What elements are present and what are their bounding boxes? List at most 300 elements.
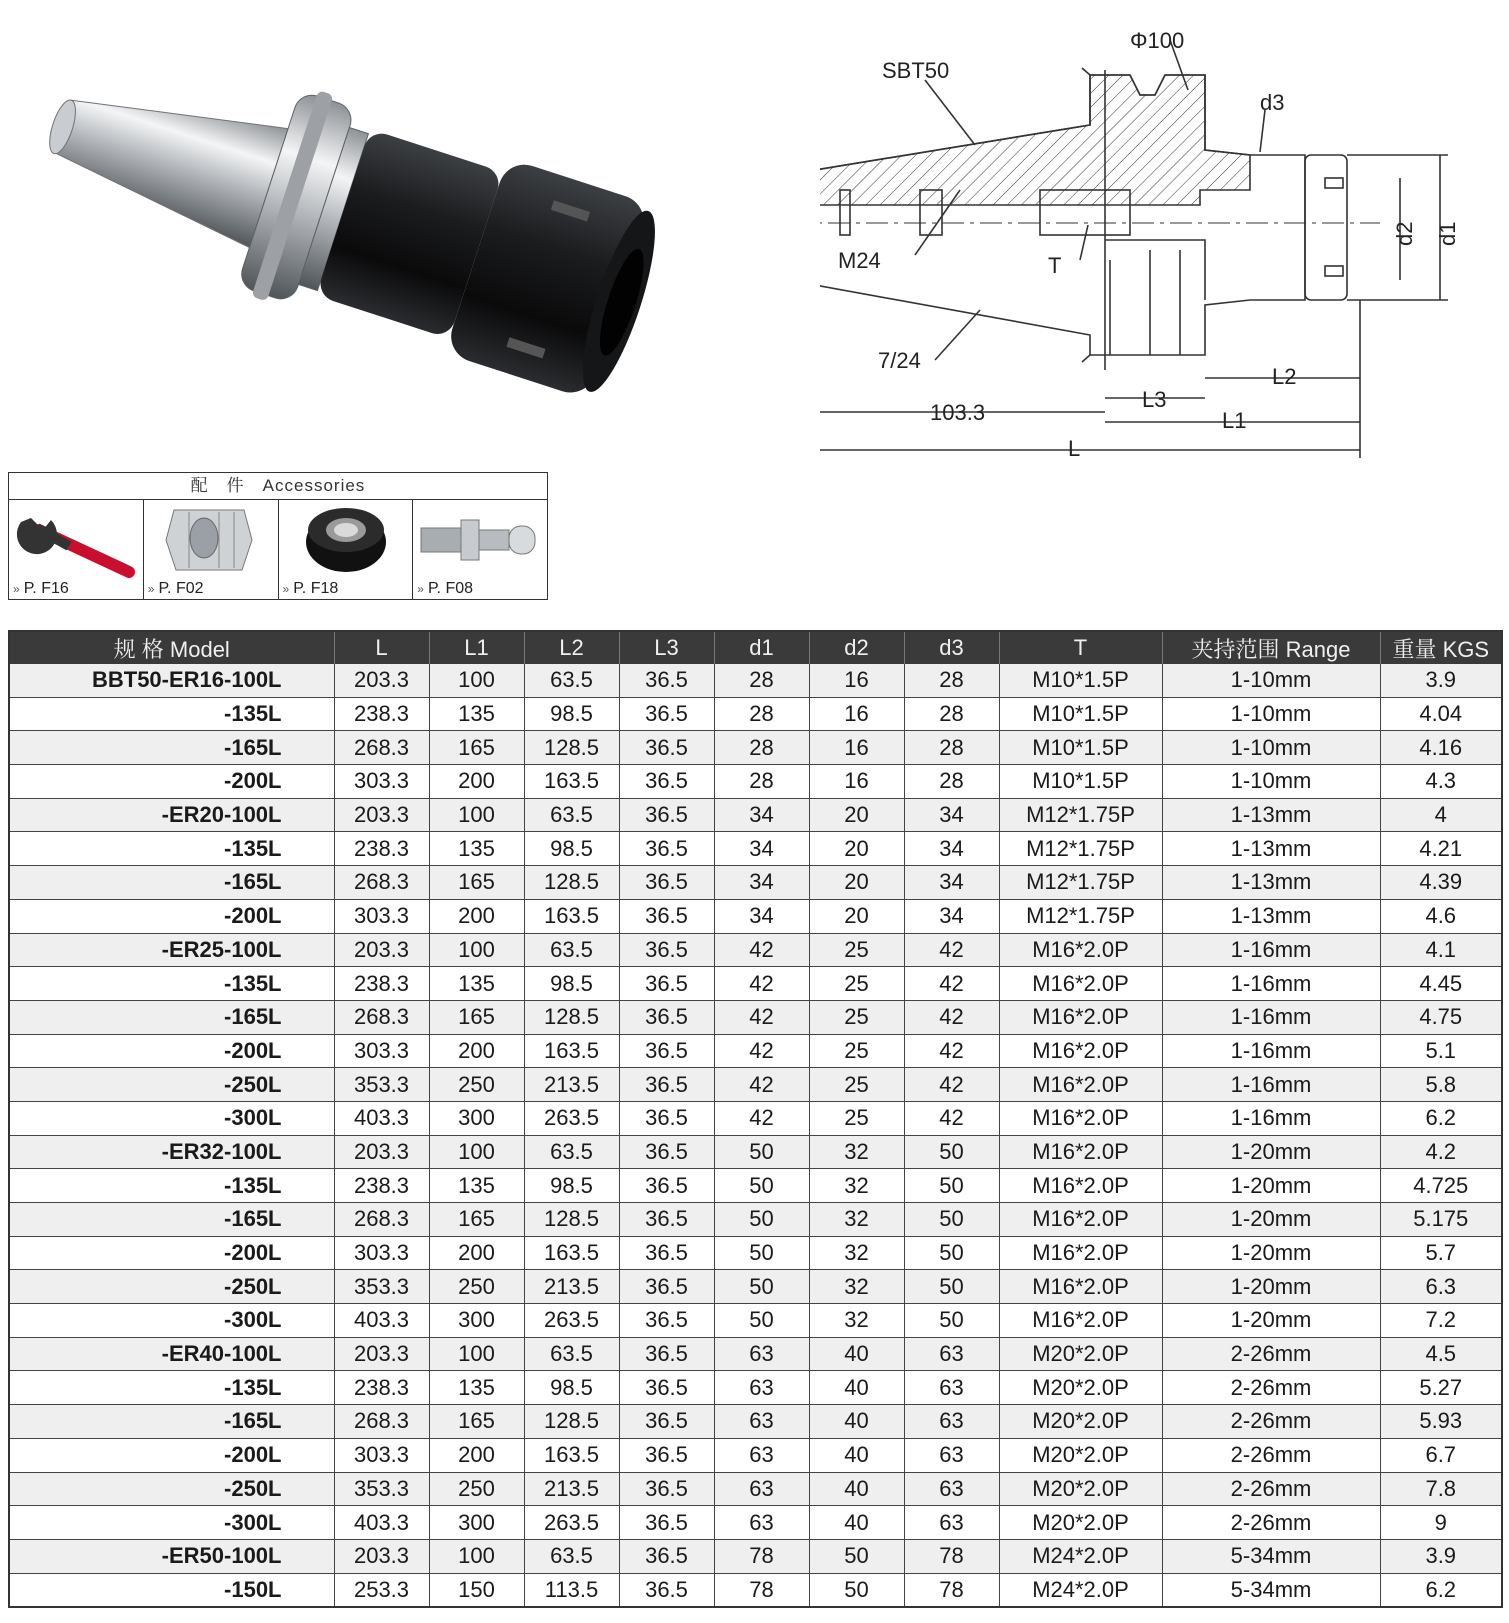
cell-d1: 63 <box>714 1337 809 1371</box>
cell-d3: 34 <box>904 832 999 866</box>
cell-d3: 50 <box>904 1236 999 1270</box>
cell-l3: 36.5 <box>619 1337 714 1371</box>
cell-l2: 163.5 <box>524 765 619 799</box>
cell-l2: 213.5 <box>524 1472 619 1506</box>
cell-d1: 50 <box>714 1169 809 1203</box>
cell-d2: 40 <box>809 1337 904 1371</box>
cell-d2: 20 <box>809 899 904 933</box>
cell-t: M16*2.0P <box>999 1304 1162 1338</box>
cell-weight: 5.8 <box>1380 1068 1502 1102</box>
cell-l: 268.3 <box>334 1203 429 1237</box>
cell-range: 2-26mm <box>1162 1371 1380 1405</box>
cell-t: M12*1.75P <box>999 798 1162 832</box>
cell-l3: 36.5 <box>619 1472 714 1506</box>
cell-model: -ER50-100L <box>9 1539 334 1573</box>
cell-l3: 36.5 <box>619 866 714 900</box>
cell-range: 1-20mm <box>1162 1236 1380 1270</box>
cell-d1: 42 <box>714 1101 809 1135</box>
cell-l: 238.3 <box>334 1169 429 1203</box>
accessory-ref-clamp-nut: » P. F18 <box>282 580 339 597</box>
cell-l1: 165 <box>429 1203 524 1237</box>
cell-weight: 6.7 <box>1380 1438 1502 1472</box>
cell-l: 268.3 <box>334 1000 429 1034</box>
cell-weight: 5.175 <box>1380 1203 1502 1237</box>
cell-t: M20*2.0P <box>999 1438 1162 1472</box>
cell-d1: 50 <box>714 1304 809 1338</box>
label-d3: d3 <box>1260 90 1285 115</box>
cell-model: BBT50-ER16-100L <box>9 664 334 697</box>
cell-d3: 34 <box>904 798 999 832</box>
cell-weight: 3.9 <box>1380 1539 1502 1573</box>
table-row <box>9 1068 1502 1102</box>
cell-model: -135L <box>9 1371 334 1405</box>
cell-d2: 25 <box>809 1101 904 1135</box>
cell-l3: 36.5 <box>619 765 714 799</box>
table-row <box>9 832 1502 866</box>
cell-d2: 50 <box>809 1573 904 1607</box>
cell-d3: 78 <box>904 1573 999 1607</box>
label-l1: L1 <box>1222 408 1247 433</box>
cell-l1: 250 <box>429 1068 524 1102</box>
accessory-clamp-nut[interactable] <box>279 500 414 600</box>
cell-weight: 3.9 <box>1380 664 1502 697</box>
cell-l1: 165 <box>429 731 524 765</box>
cell-l: 303.3 <box>334 1034 429 1068</box>
label-phi100: Φ100 <box>1130 28 1185 53</box>
cell-t: M16*2.0P <box>999 1068 1162 1102</box>
cell-d2: 16 <box>809 765 904 799</box>
cell-l3: 36.5 <box>619 1034 714 1068</box>
cell-d3: 42 <box>904 1101 999 1135</box>
cell-l2: 163.5 <box>524 1034 619 1068</box>
cell-d3: 63 <box>904 1472 999 1506</box>
label-l3: L3 <box>1142 387 1167 412</box>
cell-d2: 16 <box>809 664 904 697</box>
cell-l1: 100 <box>429 1539 524 1573</box>
table-row <box>9 866 1502 900</box>
accessory-collet[interactable] <box>144 500 279 600</box>
table-row <box>9 899 1502 933</box>
accessories-title: 配 件 Accessories <box>9 473 547 500</box>
table-row <box>9 1034 1502 1068</box>
cell-model: -135L <box>9 1169 334 1203</box>
table-row <box>9 1169 1502 1203</box>
cell-range: 2-26mm <box>1162 1472 1380 1506</box>
cell-l2: 163.5 <box>524 1236 619 1270</box>
cell-l3: 36.5 <box>619 899 714 933</box>
cell-l3: 36.5 <box>619 933 714 967</box>
cell-d1: 78 <box>714 1539 809 1573</box>
label-taper: 7/24 <box>878 348 921 373</box>
cell-l: 238.3 <box>334 1371 429 1405</box>
cell-model: -135L <box>9 697 334 731</box>
table-row <box>9 1000 1502 1034</box>
cell-l2: 263.5 <box>524 1101 619 1135</box>
cell-l2: 263.5 <box>524 1304 619 1338</box>
cell-d1: 42 <box>714 1068 809 1102</box>
header-d1: d1 <box>714 631 809 664</box>
wrench-icon <box>9 500 143 578</box>
cell-l3: 36.5 <box>619 1135 714 1169</box>
cell-d2: 32 <box>809 1304 904 1338</box>
cell-range: 2-26mm <box>1162 1337 1380 1371</box>
cell-l1: 100 <box>429 798 524 832</box>
cell-l: 253.3 <box>334 1573 429 1607</box>
cell-l: 353.3 <box>334 1270 429 1304</box>
table-row <box>9 1270 1502 1304</box>
cell-l3: 36.5 <box>619 664 714 697</box>
spec-table <box>8 630 1503 1608</box>
cell-d1: 34 <box>714 798 809 832</box>
cell-l3: 36.5 <box>619 731 714 765</box>
cell-range: 1-20mm <box>1162 1270 1380 1304</box>
header-range: 夹持范围 Range <box>1162 631 1380 664</box>
cell-d3: 63 <box>904 1371 999 1405</box>
cell-l: 353.3 <box>334 1472 429 1506</box>
cell-d1: 28 <box>714 697 809 731</box>
cell-d3: 63 <box>904 1337 999 1371</box>
cell-l: 303.3 <box>334 1438 429 1472</box>
cell-range: 1-20mm <box>1162 1169 1380 1203</box>
cell-weight: 4.5 <box>1380 1337 1502 1371</box>
cell-d3: 42 <box>904 967 999 1001</box>
cell-d3: 42 <box>904 1034 999 1068</box>
cell-l: 268.3 <box>334 866 429 900</box>
cell-l1: 250 <box>429 1472 524 1506</box>
cell-l3: 36.5 <box>619 832 714 866</box>
cell-d1: 28 <box>714 731 809 765</box>
cell-weight: 4.6 <box>1380 899 1502 933</box>
cell-l: 203.3 <box>334 798 429 832</box>
cell-range: 1-13mm <box>1162 899 1380 933</box>
cell-l2: 63.5 <box>524 798 619 832</box>
cell-l: 238.3 <box>334 967 429 1001</box>
cell-d2: 25 <box>809 1068 904 1102</box>
header-d3: d3 <box>904 631 999 664</box>
cell-l1: 150 <box>429 1573 524 1607</box>
cell-l: 303.3 <box>334 765 429 799</box>
cell-l2: 263.5 <box>524 1506 619 1540</box>
cell-d2: 32 <box>809 1203 904 1237</box>
cell-l2: 128.5 <box>524 731 619 765</box>
label-l2: L2 <box>1272 364 1297 389</box>
cell-d2: 16 <box>809 697 904 731</box>
cell-t: M16*2.0P <box>999 1101 1162 1135</box>
cell-d2: 25 <box>809 1000 904 1034</box>
cell-d1: 34 <box>714 866 809 900</box>
header-d2: d2 <box>809 631 904 664</box>
header-l3: L3 <box>619 631 714 664</box>
cell-l3: 36.5 <box>619 798 714 832</box>
cell-t: M12*1.75P <box>999 832 1162 866</box>
cell-d3: 42 <box>904 1000 999 1034</box>
cell-weight: 4.16 <box>1380 731 1502 765</box>
cell-weight: 4.04 <box>1380 697 1502 731</box>
pull-stud-icon <box>413 500 547 578</box>
cell-d1: 50 <box>714 1236 809 1270</box>
cell-model: -165L <box>9 1203 334 1237</box>
cell-weight: 4.39 <box>1380 866 1502 900</box>
cell-d2: 32 <box>809 1236 904 1270</box>
cell-l: 203.3 <box>334 1135 429 1169</box>
cell-d1: 28 <box>714 664 809 697</box>
cell-t: M24*2.0P <box>999 1573 1162 1607</box>
cell-l2: 63.5 <box>524 1539 619 1573</box>
cell-d3: 42 <box>904 933 999 967</box>
table-row <box>9 697 1502 731</box>
cell-model: -300L <box>9 1506 334 1540</box>
cell-range: 5-34mm <box>1162 1573 1380 1607</box>
cell-l2: 98.5 <box>524 1371 619 1405</box>
cell-l1: 135 <box>429 832 524 866</box>
cell-model: -200L <box>9 1438 334 1472</box>
cell-range: 1-16mm <box>1162 967 1380 1001</box>
cell-l1: 200 <box>429 765 524 799</box>
cell-l1: 200 <box>429 899 524 933</box>
cell-range: 1-16mm <box>1162 1000 1380 1034</box>
cell-l2: 128.5 <box>524 1000 619 1034</box>
cell-model: -165L <box>9 731 334 765</box>
header-l: L <box>334 631 429 664</box>
cell-d1: 63 <box>714 1472 809 1506</box>
cell-weight: 9 <box>1380 1506 1502 1540</box>
cell-weight: 4.725 <box>1380 1169 1502 1203</box>
cell-model: -200L <box>9 765 334 799</box>
cell-range: 5-34mm <box>1162 1539 1380 1573</box>
cell-weight: 7.8 <box>1380 1472 1502 1506</box>
cell-d2: 32 <box>809 1270 904 1304</box>
cell-l: 403.3 <box>334 1101 429 1135</box>
header-model: 规 格 Model <box>9 631 334 664</box>
cell-d1: 50 <box>714 1135 809 1169</box>
header-t: T <box>999 631 1162 664</box>
cell-d2: 25 <box>809 967 904 1001</box>
cell-l2: 98.5 <box>524 832 619 866</box>
cell-range: 1-20mm <box>1162 1203 1380 1237</box>
cell-l1: 100 <box>429 664 524 697</box>
cell-d1: 63 <box>714 1371 809 1405</box>
cell-d2: 50 <box>809 1539 904 1573</box>
cell-range: 1-10mm <box>1162 731 1380 765</box>
cell-weight: 6.3 <box>1380 1270 1502 1304</box>
cell-d3: 50 <box>904 1304 999 1338</box>
cell-weight: 5.27 <box>1380 1371 1502 1405</box>
cell-model: -250L <box>9 1472 334 1506</box>
cell-model: -250L <box>9 1068 334 1102</box>
cell-model: -135L <box>9 832 334 866</box>
cell-d3: 50 <box>904 1169 999 1203</box>
cell-t: M16*2.0P <box>999 1135 1162 1169</box>
cell-d2: 40 <box>809 1506 904 1540</box>
cell-model: -ER32-100L <box>9 1135 334 1169</box>
cell-weight: 4.45 <box>1380 967 1502 1001</box>
cell-d1: 63 <box>714 1506 809 1540</box>
cell-l1: 300 <box>429 1506 524 1540</box>
cell-weight: 6.2 <box>1380 1101 1502 1135</box>
cell-t: M16*2.0P <box>999 1236 1162 1270</box>
table-row <box>9 1135 1502 1169</box>
cell-l1: 135 <box>429 697 524 731</box>
accessory-pull-stud[interactable] <box>413 500 547 600</box>
cell-d3: 34 <box>904 899 999 933</box>
label-d2: d2 <box>1392 221 1417 246</box>
cell-d2: 32 <box>809 1169 904 1203</box>
cell-l3: 36.5 <box>619 1236 714 1270</box>
cell-l2: 98.5 <box>524 1169 619 1203</box>
cell-l1: 200 <box>429 1236 524 1270</box>
table-body <box>9 664 1502 1607</box>
cell-d1: 34 <box>714 832 809 866</box>
cell-weight: 7.2 <box>1380 1304 1502 1338</box>
cell-d1: 42 <box>714 1000 809 1034</box>
label-l: L <box>1068 436 1081 461</box>
clamp-nut-icon <box>279 500 413 578</box>
cell-d3: 28 <box>904 731 999 765</box>
cell-l1: 135 <box>429 1169 524 1203</box>
cell-weight: 4.3 <box>1380 765 1502 799</box>
cell-l2: 213.5 <box>524 1068 619 1102</box>
cell-weight: 5.93 <box>1380 1405 1502 1439</box>
cell-l: 303.3 <box>334 1236 429 1270</box>
table-header-row <box>9 631 1502 664</box>
cell-l3: 36.5 <box>619 1068 714 1102</box>
section-hatch <box>820 75 1250 205</box>
cell-l3: 36.5 <box>619 1405 714 1439</box>
table-row <box>9 1405 1502 1439</box>
cell-l3: 36.5 <box>619 1203 714 1237</box>
table-row <box>9 731 1502 765</box>
cell-weight: 4 <box>1380 798 1502 832</box>
accessory-wrench[interactable] <box>9 500 144 600</box>
cell-t: M10*1.5P <box>999 664 1162 697</box>
label-t: T <box>1048 253 1062 278</box>
cell-l1: 200 <box>429 1438 524 1472</box>
cell-d3: 50 <box>904 1203 999 1237</box>
technical-drawing <box>820 10 1509 480</box>
cell-t: M16*2.0P <box>999 1169 1162 1203</box>
cell-l: 203.3 <box>334 664 429 697</box>
label-103-3: 103.3 <box>930 400 986 425</box>
cell-l1: 300 <box>429 1304 524 1338</box>
table-row <box>9 765 1502 799</box>
tool-outline <box>820 75 1305 355</box>
accessory-ref-collet: » P. F02 <box>147 580 204 597</box>
cell-l3: 36.5 <box>619 1371 714 1405</box>
cell-d1: 63 <box>714 1405 809 1439</box>
cell-d3: 50 <box>904 1135 999 1169</box>
cell-l2: 163.5 <box>524 899 619 933</box>
cell-d2: 20 <box>809 832 904 866</box>
table-row <box>9 798 1502 832</box>
table-row <box>9 1573 1502 1607</box>
table-row <box>9 1472 1502 1506</box>
table-row <box>9 933 1502 967</box>
cell-d1: 78 <box>714 1573 809 1607</box>
cell-t: M16*2.0P <box>999 1270 1162 1304</box>
table-row <box>9 1304 1502 1338</box>
cell-d2: 25 <box>809 1034 904 1068</box>
cell-l3: 36.5 <box>619 967 714 1001</box>
cell-l1: 100 <box>429 933 524 967</box>
cell-l1: 135 <box>429 967 524 1001</box>
cell-range: 1-10mm <box>1162 765 1380 799</box>
cell-d2: 20 <box>809 798 904 832</box>
cell-l: 403.3 <box>334 1506 429 1540</box>
cell-weight: 4.2 <box>1380 1135 1502 1169</box>
label-sbt50: SBT50 <box>882 58 950 83</box>
cell-weight: 4.75 <box>1380 1000 1502 1034</box>
cell-l3: 36.5 <box>619 1101 714 1135</box>
cell-l1: 165 <box>429 866 524 900</box>
header-weight: 重量 KGS <box>1380 631 1502 664</box>
cell-l1: 165 <box>429 1000 524 1034</box>
table-row <box>9 1371 1502 1405</box>
table-row <box>9 1506 1502 1540</box>
cell-l3: 36.5 <box>619 1270 714 1304</box>
cell-l: 403.3 <box>334 1304 429 1338</box>
header-l1: L1 <box>429 631 524 664</box>
table-row <box>9 664 1502 697</box>
cell-l: 268.3 <box>334 1405 429 1439</box>
cell-range: 1-16mm <box>1162 1068 1380 1102</box>
cell-t: M16*2.0P <box>999 933 1162 967</box>
cell-weight: 5.7 <box>1380 1236 1502 1270</box>
cell-t: M20*2.0P <box>999 1506 1162 1540</box>
accessories-panel <box>8 472 548 600</box>
cell-l2: 63.5 <box>524 933 619 967</box>
cell-range: 1-20mm <box>1162 1135 1380 1169</box>
cell-l2: 128.5 <box>524 1405 619 1439</box>
cell-range: 1-13mm <box>1162 866 1380 900</box>
cell-range: 1-10mm <box>1162 697 1380 731</box>
cell-d1: 42 <box>714 933 809 967</box>
cell-l1: 100 <box>429 1135 524 1169</box>
cell-t: M16*2.0P <box>999 967 1162 1001</box>
table-row <box>9 1539 1502 1573</box>
cell-d3: 42 <box>904 1068 999 1102</box>
cell-model: -150L <box>9 1573 334 1607</box>
cell-range: 1-13mm <box>1162 832 1380 866</box>
cell-l3: 36.5 <box>619 1169 714 1203</box>
cell-d1: 42 <box>714 967 809 1001</box>
cell-t: M16*2.0P <box>999 1000 1162 1034</box>
cell-l: 353.3 <box>334 1068 429 1102</box>
cell-t: M10*1.5P <box>999 765 1162 799</box>
cell-l3: 36.5 <box>619 1304 714 1338</box>
cell-d3: 50 <box>904 1270 999 1304</box>
cell-range: 1-10mm <box>1162 664 1380 697</box>
cell-d1: 34 <box>714 899 809 933</box>
cell-d2: 32 <box>809 1135 904 1169</box>
cell-t: M20*2.0P <box>999 1472 1162 1506</box>
cell-weight: 6.2 <box>1380 1573 1502 1607</box>
cell-d2: 40 <box>809 1438 904 1472</box>
cell-l1: 100 <box>429 1337 524 1371</box>
cell-weight: 4.21 <box>1380 832 1502 866</box>
cell-model: -300L <box>9 1101 334 1135</box>
table-row <box>9 1438 1502 1472</box>
cell-l3: 36.5 <box>619 697 714 731</box>
cell-d3: 63 <box>904 1438 999 1472</box>
accessory-ref-wrench: » P. F16 <box>13 580 69 597</box>
cell-weight: 5.1 <box>1380 1034 1502 1068</box>
cell-d3: 78 <box>904 1539 999 1573</box>
cell-l: 238.3 <box>334 832 429 866</box>
cell-l2: 113.5 <box>524 1573 619 1607</box>
cell-l3: 36.5 <box>619 1573 714 1607</box>
cell-l1: 250 <box>429 1270 524 1304</box>
cell-model: -300L <box>9 1304 334 1338</box>
